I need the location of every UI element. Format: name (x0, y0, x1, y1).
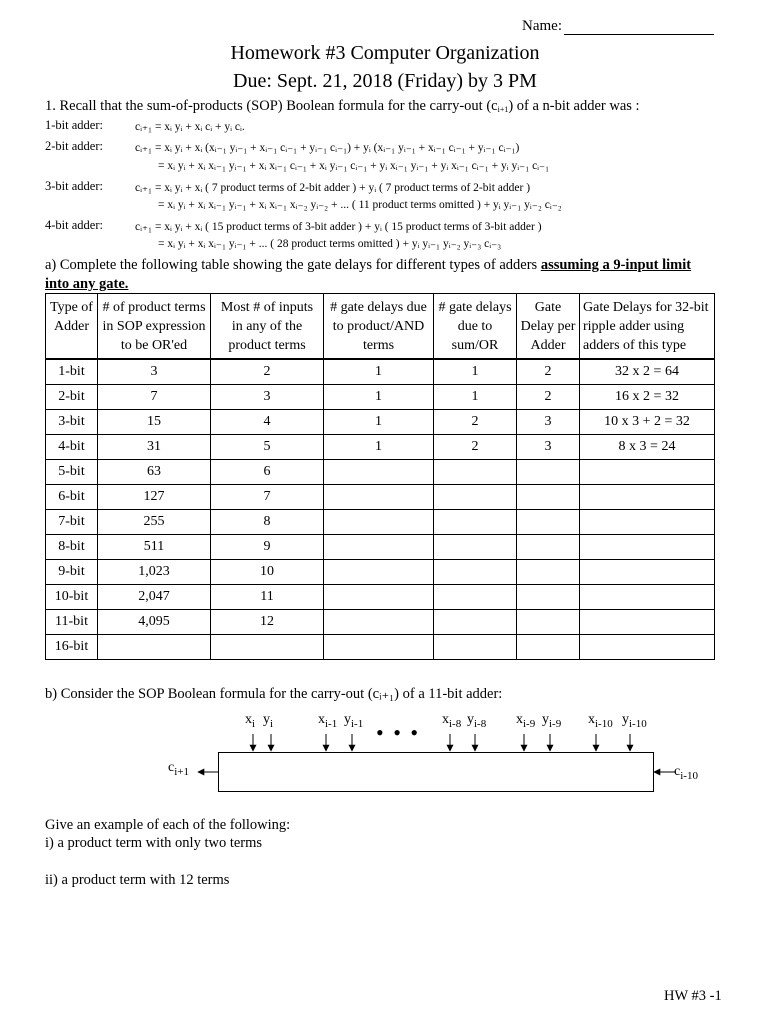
adder-2-label: 2-bit adder: (45, 139, 103, 153)
table-cell: 3 (517, 435, 580, 460)
table-cell: 12 (211, 610, 324, 635)
table-cell: 1 (434, 359, 517, 385)
table-cell: 127 (98, 485, 211, 510)
table-cell: 2 (434, 410, 517, 435)
table-cell: 1 (324, 385, 434, 410)
table-cell: 11 (211, 585, 324, 610)
table-cell: 4 (211, 410, 324, 435)
input-label-y-i-9: $y_{i-9}$ (542, 712, 562, 730)
table-row-label: 3-bit (46, 410, 98, 435)
table-row-label: 16-bit (46, 635, 98, 660)
table-row-label: 10-bit (46, 585, 98, 610)
table-row-label: 6-bit (46, 485, 98, 510)
table-cell: 15 (98, 410, 211, 435)
adder-4-label: 4-bit adder: (45, 218, 103, 232)
input-label-y-i-8: $y_{i-8}$ (467, 712, 487, 730)
table-row-label: 9-bit (46, 560, 98, 585)
input-label-y-i-10: $y_{i-10}$ (622, 712, 647, 730)
table-cell: 1 (324, 410, 434, 435)
part-a-prompt: a) Complete the following table showing the gate delays for different types of adders assuming a 9-input limit (45, 257, 692, 273)
header-product-terms: # of product terms in SOP expression to be OR'ed (98, 294, 211, 360)
table-cell: 63 (98, 460, 211, 485)
adder-3-formula-1: cᵢ₊₁ = xᵢ yᵢ + xᵢ ( 7 product terms of 2-bit adder ) + yᵢ ( 7 product terms of 2-bit adder ) (135, 182, 531, 194)
table-row-label: 7-bit (46, 510, 98, 535)
page-footer: HW #3 -1 (664, 988, 722, 1004)
ellipsis-dots: • • • (376, 720, 421, 745)
adder-block (218, 752, 654, 792)
adder-4-formula-1: cᵢ₊₁ = xᵢ yᵢ + xᵢ ( 15 product terms of 3-bit adder ) + yᵢ ( 15 product terms of 3-bit adder ) (135, 221, 542, 233)
table-cell: 6 (211, 460, 324, 485)
table-cell: 1 (324, 359, 434, 385)
table-cell: 1,023 (98, 560, 211, 585)
input-label-x-i-10: $x_{i-10}$ (588, 712, 613, 730)
table-cell: 10 x 3 + 2 = 32 (580, 410, 715, 435)
table-cell: 8 (211, 510, 324, 535)
adder-1-formula: cᵢ₊₁ = xᵢ yᵢ + xᵢ cᵢ + yᵢ cᵢ. (135, 121, 245, 133)
input-label-x-i-8: $x_{i-8}$ (442, 712, 462, 730)
input-label-x-i-1: $x_{i-1}$ (318, 712, 338, 730)
table-row-label: 1-bit (46, 359, 98, 385)
input-label-x-i-9: $x_{i-9}$ (516, 712, 536, 730)
input-label-y-i-1: $y_{i-1}$ (344, 712, 364, 730)
table-cell: 3 (98, 359, 211, 385)
table-cell: 2,047 (98, 585, 211, 610)
table-row-label: 11-bit (46, 610, 98, 635)
table-cell: 7 (211, 485, 324, 510)
table-cell: 2 (517, 359, 580, 385)
adder-3-formula-2: = xᵢ yᵢ + xᵢ xᵢ₋₁ yᵢ₋₁ + xᵢ xᵢ₋₁ xᵢ₋₂ yᵢ₋₂ + ... ( 11 product terms omitted ) + yᵢ yᵢ₋₁ yᵢ₋₂ cᵢ₋₂ (158, 199, 562, 211)
item-i: i) a product term with only two terms (45, 835, 263, 851)
adder-3-label: 3-bit adder: (45, 179, 103, 193)
input-label-x-i: $x_i$ (245, 712, 256, 730)
header-most-inputs: Most # of inputs in any of the product terms (211, 294, 324, 360)
table-cell: 5 (211, 435, 324, 460)
table-cell: 16 x 2 = 32 (580, 385, 715, 410)
table-cell: 10 (211, 560, 324, 585)
table-cell: 2 (434, 435, 517, 460)
input-label-y-i: $y_i$ (263, 712, 274, 730)
table-row-label: 5-bit (46, 460, 98, 485)
question-1-prompt: 1. Recall that the sum-of-products (SOP) Boolean formula for the carry-out $(c_{i+1})$ of a n-bit adder was : (45, 98, 640, 114)
table-cell: 511 (98, 535, 211, 560)
header-delay-per-adder: Gate Delay per Adder (517, 294, 580, 360)
table-cell: 1 (434, 385, 517, 410)
carry-out-label: $c_{i+1}$ (168, 760, 189, 778)
name-label: Name: (522, 18, 562, 34)
part-a-prompt-cont: into any gate. (45, 276, 129, 292)
header-32bit-delays: Gate Delays for 32-bit ripple adder using adders of this type (580, 294, 715, 360)
table-cell: 4,095 (98, 610, 211, 635)
adder-4-formula-2: = xᵢ yᵢ + xᵢ xᵢ₋₁ yᵢ₋₁ + ... ( 28 product terms omitted ) + yᵢ yᵢ₋₁ yᵢ₋₂ yᵢ₋₃ cᵢ₋₃ (158, 238, 502, 250)
table-cell: 2 (517, 385, 580, 410)
table-cell: 8 x 3 = 24 (580, 435, 715, 460)
table-cell: 255 (98, 510, 211, 535)
header-or-delays: # gate delays due to sum/OR (434, 294, 517, 360)
table-cell: 31 (98, 435, 211, 460)
title-line-2: Due: Sept. 21, 2018 (Friday) by 3 PM (233, 70, 537, 92)
adder-1-label: 1-bit adder: (45, 118, 103, 132)
table-row-label: 4-bit (46, 435, 98, 460)
header-type: Type of Adder (46, 294, 98, 360)
table-cell: 9 (211, 535, 324, 560)
table-cell: 2 (211, 359, 324, 385)
header-and-delays: # gate delays due to product/AND terms (324, 294, 434, 360)
table-row-label: 8-bit (46, 535, 98, 560)
title-line-1: Homework #3 Computer Organization (230, 42, 540, 64)
adder-2-formula-2: = xᵢ yᵢ + xᵢ xᵢ₋₁ yᵢ₋₁ + xᵢ xᵢ₋₁ cᵢ₋₁ + xᵢ yᵢ₋₁ cᵢ₋₁ + yᵢ xᵢ₋₁ yᵢ₋₁ + yᵢ xᵢ₋₁ cᵢ₋₁ + yᵢ yᵢ₋₁ cᵢ₋₁ (158, 160, 550, 172)
carry-in-label: $c_{i-10}$ (674, 764, 698, 782)
item-ii: ii) a product term with 12 terms (45, 872, 230, 888)
table-row-label: 2-bit (46, 385, 98, 410)
table-cell: 3 (211, 385, 324, 410)
table-cell: 7 (98, 385, 211, 410)
adder-2-formula-1: cᵢ₊₁ = xᵢ yᵢ + xᵢ (xᵢ₋₁ yᵢ₋₁ + xᵢ₋₁ cᵢ₋₁ + yᵢ₋₁ cᵢ₋₁) + yᵢ (xᵢ₋₁ yᵢ₋₁ + xᵢ₋₁ cᵢ₋₁ + yᵢ₋₁ cᵢ₋₁) (135, 142, 520, 154)
give-example: Give an example of each of the following: (45, 817, 291, 833)
table-cell: 32 x 2 = 64 (580, 359, 715, 385)
part-b-prompt: b) Consider the SOP Boolean formula for the carry-out (cᵢ₊₁) of a 11-bit adder: (45, 686, 503, 702)
table-cell: 1 (324, 435, 434, 460)
table-cell: 3 (517, 410, 580, 435)
